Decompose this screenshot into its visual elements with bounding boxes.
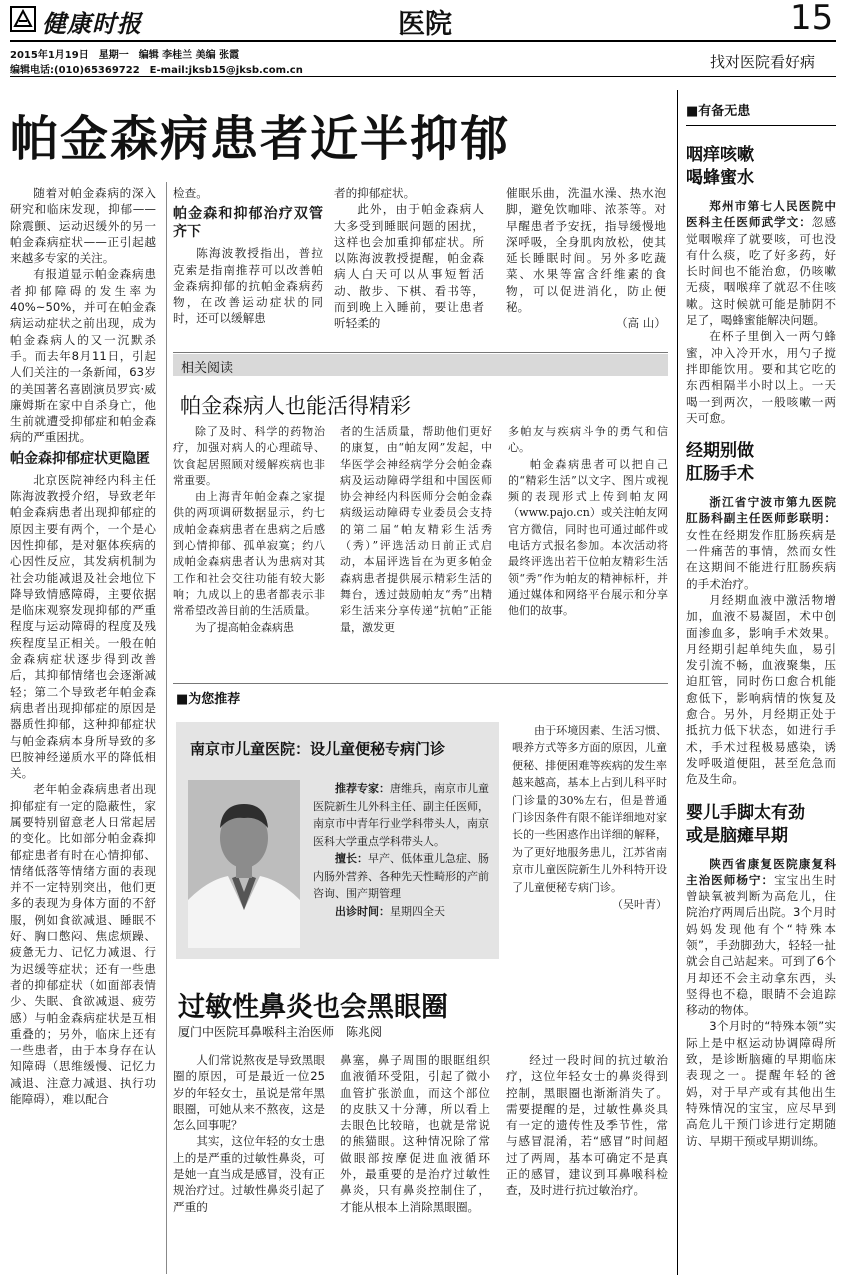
article-title: 经期别做 肛肠手术 [686, 441, 754, 485]
paragraph: 多帕友与疾病斗争的勇气和信心。 [508, 425, 668, 455]
related-col3 [508, 424, 668, 620]
paragraph: 由于环境因素、生活习惯、喂养方式等多方面的原因，儿童便秘、排便困难等疾病的发生率越来越高，基本上占到儿科平时门诊量的30%左右，但是普通门诊因条件有限不能详细地对家长的一些困惑作出详细的解释，为了更好地服务患儿，江苏省南京市儿童医院新生儿外科特开设了儿童便秘专病门诊。 [512, 724, 667, 894]
contact-line: 编辑电话:(010)65369722 E-mail:jksb15@jksb.com.cn [10, 65, 303, 76]
specialty-text: 早产、低体重儿急症、肠内肠外营养、各种先天性畸形的产前咨询、围产期管理 [313, 852, 489, 900]
recommend-box-title: 南京市儿童医院：设儿童便秘专病门诊 [190, 740, 446, 758]
sidebar-label: ■有备无患 [686, 104, 751, 119]
subheading: 帕金森和抑郁治疗双管齐下 [173, 206, 323, 241]
sidebar-article-1: 郑州市第七人民医院中医科主任医师武学文：忽感觉咽喉痒了就要咳，可也没有什么痰，吃了好多药，好长时间也不能治愈，仍咳嗽无痰，咽喉痒了就忍不住咳嗽。这时候就可能是肺阴不足了，喝蜂蜜能解决问题。 在杯子里倒入一两勺蜂蜜，冲入冷开水，用勺子搅拌即能饮用。要和其它吃的东西相隔半小时以上。一天喝一到两次，一般咳嗽一两天可愈。 [686, 199, 836, 425]
author: 郑州市第七人民医院中医科主任医师武学文： [686, 199, 836, 230]
paragraph: 北京医院神经内科主任陈海波教授介绍，导致老年帕金森病患者出现抑郁症的原因主要有两个，一个是心因性抑郁，是对躯体疾病的心因性反应，其发病机制为社会功能减退及社会地位下降导致情感障碍，主要依据是临床观察发现抑郁的严重程度与运动障碍的程度及残疾程度呈正相关。一般在帕金森病症状逐步得到改善后，其抑郁情绪也会逐渐减轻；第二个导致老年帕金森病患者出现抑郁症的原因是器质性抑郁，这种抑郁症状与帕金森病本身所导致的多巴胺神经递质水平的降低相关。 [10, 472, 156, 781]
paragraph: 检查。 [173, 186, 208, 200]
main-article-col2 [173, 185, 323, 327]
paragraph: 此外，由于帕金森病人大多受到睡眠问题的困扰，这样也会加重抑郁症状。所以陈海波教授提醒，帕金森病人白天可以从事短暂活动、散步、下棋、看书等，而到晚上入睡前，要让患者听轻柔的 [334, 202, 484, 331]
page-number: 15 [790, 0, 834, 38]
main-article-col1 [10, 185, 156, 1107]
paragraph: 3个月时的“特殊本领”实际上是中枢运动协调障碍所致，是诊断脑瘫的早期临床表现之一。提醒年轻的爸妈，对于早产或有其他出生特殊情况的宝宝，应尽早到高危儿干预门诊进行定期随访、早期干预或早期训练。 [686, 1019, 836, 1148]
recommend-text [512, 722, 667, 913]
author: 陕西省康复医院康复科主治医师杨宁： [686, 856, 836, 887]
article-title: 婴儿手脚太有劲 或是脑瘫早期 [686, 802, 805, 846]
paragraph: 催眠乐曲，洗温水澡、热水泡脚，避免饮咖啡、浓茶等。对早醒患者予安抚，指导缓慢地深呼吸，全身肌肉放松，使其延长睡眠时间。另外多吃蔬菜、水果等富含纤维素的食物，可以促进消化，防止便秘。 [506, 186, 666, 315]
paragraph: 其实，这位年轻的女士患上的是严重的过敏性鼻炎，可是她一直当成是感冒，没有正规治疗过。过敏性鼻炎引起了严重的 [173, 1134, 325, 1214]
paragraph: 由上海青年帕金森之家提供的两项调研数据显示，约七成帕金森病患者在患病之后感到心情抑郁、孤单寂寞；约八成帕金森病患者认为患病对其工作和社会交往功能有较大影响；九成以上的患者都表示非常希望改善目前的生活质量。 [173, 490, 325, 618]
paragraph: 有报道显示帕金森病患者抑郁障碍的发生率为40%~50%，并可在帕金森病运动症状之前出现，成为帕金森病人的又一沉默杀手。而去年8月11日，引起人们关注的一条新闻，63岁的美国著名喜剧演员罗宾·威廉姆斯在家中自杀身亡，他生前就遭受抑郁症和帕金森病的严重困扰。 [10, 267, 156, 445]
paragraph: 者的生活质量，帮助他们更好的康复，由“帕友网”发起，中华医学会神经病学分会帕金森病及运动障碍学组和中国医师协会神经内科医师分会帕金森病级运动障碍专业委员会支持的第二届“帕友精彩生活秀（秀）”评选活动日前正式启动，本届评选旨在为更多帕金森病患者提供展示精彩生活的舞台，透过鼓励帕友“秀”出精彩生活来分享传递“抗帕”正能量，激发更 [340, 425, 492, 634]
rhinitis-headline: 过敏性鼻炎也会黑眼圈 [178, 992, 448, 1023]
paragraph: 鼻塞，鼻子周围的眼眶组织血液循环受阻，引起了微小血管扩张淤血，而这个部位的皮肤又十分薄，所以看上去眼色比较暗，也就是常说的熊猫眼。这种情况除了常做眼部按摩促进血液循环外，最重要的是治疗过敏性鼻炎，只有鼻炎控制住了，才能从根本上消除黑眼圈。 [340, 1053, 490, 1214]
clinic-time-label: 出诊时间： [335, 904, 390, 918]
main-headline: 帕金森病患者近半抑郁 [10, 111, 511, 167]
rhinitis-author: 厦门中医院耳鼻喉科主治医师 陈兆阅 [178, 1025, 383, 1039]
expert-info [313, 780, 489, 920]
byline: （吴叶青） [612, 898, 667, 912]
subheading: 帕金森抑郁症状更隐匿 [10, 450, 150, 467]
related-col1 [173, 424, 325, 636]
recommend-label: ■为您推荐 [176, 692, 241, 707]
expert-text: 唐维兵，南京市儿童医院新生儿外科主任、副主任医师，南京市中青年行业学科带头人，南京医科大学重点学科带头人。 [313, 782, 489, 848]
paper-name: 健康时报 [42, 9, 142, 38]
article-title: 咽痒咳嗽 喝蜂蜜水 [686, 145, 754, 188]
paragraph: 人们常说熬夜是导致黑眼圈的原因，可是最近一位25岁的年轻女士，虽说是常年黑眼圈，可她从来不熬夜，这是怎么回事呢？ [173, 1053, 325, 1133]
sidebar [686, 100, 836, 1149]
expert-label: 推荐专家： [335, 782, 390, 795]
main-article-col4 [506, 185, 666, 332]
related-label-bar [173, 354, 668, 376]
sidebar-article-2: 浙江省宁波市第九医院肛肠科副主任医师彭联明：女性在经期发作肛肠疾病是一件痛苦的事情，然而女性在这期间不能进行肛肠疾病的手术治疗。 月经期血液中激活物增加，血液不易凝固，术中创面渗血多，影响手术效果。月经期引起单纯失血，易引发引流不畅，血液聚集，压迫肛管，同时伤口愈合机能愈低下，影响病情的恢复及愈合。另外，月经期正处于抵抗力低下状态，如进行手术，手术过程极易感染，诱发呼吸道便阻，甚至危急而危及生命。 [686, 495, 836, 787]
sidebar-article-3: 陕西省康复医院康复科主治医师杨宁：宝宝出生时曾缺氧被判断为高危儿，住院治疗两周后出院。3个月时妈妈发现他有个“特殊本领”，手劲脚劲大，轻轻一扯就会自己站起来。可到了6个月却还不会主动拿东西，头竖得也不稳，眼睛不会追踪移动的物体。 3个月时的“特殊本领”实际上是中枢运动协调障碍所致，是诊断脑瘫的早期临床表现之一。提醒年轻的爸妈，对于早产或有其他出生特殊情况的宝宝，应尽早到高危儿干预门诊进行定期随访、早期干预或早期训练。 [686, 856, 836, 1148]
paragraph: 老年帕金森病患者出现抑郁症有一定的隐蔽性，家属要特别留意老人日常起居的变化。比如部分帕金森抑郁症患者有时在心情抑郁、情绪低落等情绪方面的表现并不一定特别突出，他们更多的表现为身体方面的不舒服，例如食欲减退、睡眠不好、胸口憋闷、焦虑烦躁、疲惫无力、记忆力减退、行为迟缓等症状；还有一些患者的抑郁症状（如面部表情少、失眠、食欲减退、疲劳感）与帕金森病症状是互相重叠的；另外，临床上还有一些患者，由于本身存在认知障碍（思维缓慢、记忆力减退、注意力减退、执行功能障碍），难以配合 [10, 782, 156, 1107]
masthead [10, 0, 836, 80]
paragraph: 随着对帕金森病的深入研究和临床发现，抑郁——除震颤、运动迟缓外的另一帕金森病症状——正引起越来越多专家的关注。 [10, 186, 156, 266]
byline: （高 山） [615, 316, 666, 331]
section-title: 医院 [398, 9, 452, 40]
paragraph: 月经期血液中激活物增加，血液不易凝固，术中创面渗血多，影响手术效果。月经期引起单纯失血，易引发引流不畅，血液聚集，压迫肛管，同时伤口愈合机能愈低下，影响病情的恢复及愈合。另外，月经期正处于抵抗力低下状态，如进行手术，手术过程极易感染，诱发呼吸道便阻，甚至危急而危及生命。 [686, 592, 836, 787]
slogan: 找对医院看好病 [710, 53, 816, 71]
paragraph: 者的抑郁症状。 [334, 186, 416, 200]
rhinitis-col2 [340, 1052, 490, 1215]
paragraph: 帕金森病患者可以把自己的“精彩生活”以文字、图片或视频的表现形式上传到帕友网（www.pajo.cn）或关注帕友网官方微信，同时也可通过邮件或电话方式报名参加。本次活动将最终评选出若干位帕友精彩生活领“秀”作为帕友的精神标杆，并通过媒体和网络平台展示和分享他们的故事。 [508, 457, 668, 618]
related-col2 [340, 424, 492, 636]
doctor-photo [188, 780, 300, 948]
paragraph: 在杯子里倒入一两勺蜂蜜，冲入冷开水，用勺子搅拌即能饮用。要和其它吃的东西相隔半小时以上。一天喝一到两次，一般咳嗽一两天可愈。 [686, 329, 836, 425]
specialty-label: 擅长： [335, 852, 368, 865]
recommend-box [176, 722, 499, 959]
clinic-time-text: 星期四全天 [390, 904, 445, 918]
rhinitis-col1 [173, 1052, 325, 1215]
paragraph: 除了及时、科学的药物治疗，加强对病人的心理疏导、饮食起居照顾对缓解疾病也非常重要。 [173, 425, 325, 487]
related-title: 帕金森病人也能活得精彩 [180, 394, 411, 418]
related-label: 相关阅读 [181, 361, 234, 376]
author: 浙江省宁波市第九医院肛肠科副主任医师彭联明： [686, 495, 836, 526]
main-article-col3 [334, 185, 484, 332]
paragraph: 为了提高帕金森病患 [195, 620, 294, 634]
rhinitis-col3 [506, 1052, 668, 1199]
paragraph: 陈海波教授指出，普拉克索是指南推荐可以改善帕金森病抑郁的抗帕金森病药物，在改善运动症状的同时，还可以缓解患 [173, 246, 323, 326]
date-line: 2015年1月19日 星期一 编辑 李桂兰 美编 张霞 [10, 50, 240, 61]
paragraph: 经过一段时间的抗过敏治疗，这位年轻女士的鼻炎得到控制，黑眼圈也渐渐消失了。需要提醒的是，过敏性鼻炎具有一定的遗传性及季节性，常与感冒混淆，若“感冒”时间超过了两周，基本可确定不是真正的感冒，建议到耳鼻喉科检查，及时进行抗过敏治疗。 [506, 1053, 668, 1198]
logo-icon [10, 6, 36, 32]
